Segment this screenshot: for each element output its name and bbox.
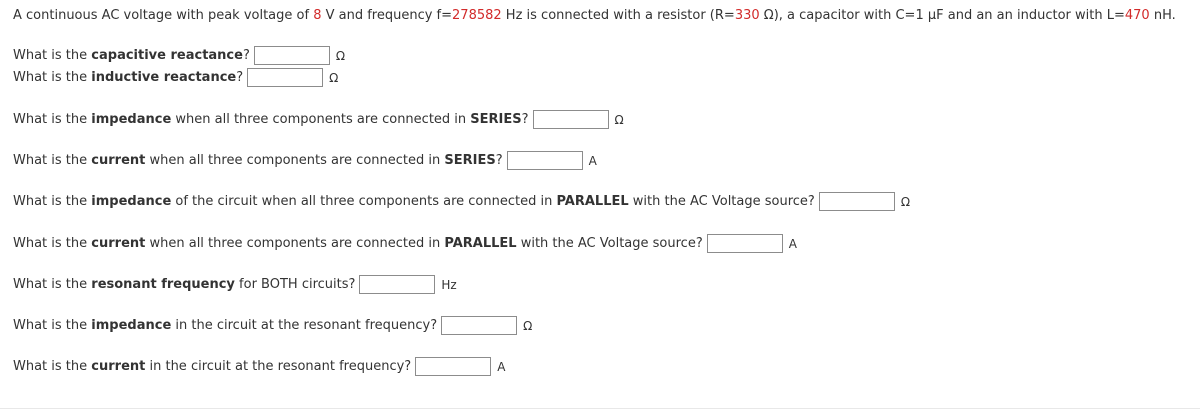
question-text: What is the bbox=[13, 358, 92, 374]
question-text: ? bbox=[495, 152, 503, 168]
question-resonant-impedance bbox=[13, 316, 532, 335]
inductive-reactance-input[interactable] bbox=[247, 68, 323, 87]
question-text: What is the bbox=[13, 69, 92, 85]
resonant-frequency-input[interactable] bbox=[359, 275, 435, 294]
question-keyword: inductive reactance bbox=[91, 69, 237, 85]
question-parallel-current bbox=[13, 234, 797, 253]
unit-label: Ω bbox=[329, 70, 339, 85]
series-current-input[interactable] bbox=[507, 151, 583, 170]
question-keyword: impedance bbox=[91, 317, 172, 333]
intro-text-5: μF and an an inductor with L= bbox=[923, 8, 1125, 23]
question-keyword: impedance bbox=[91, 111, 172, 127]
unit-label: Ω bbox=[614, 112, 624, 127]
question-text: when all three components are connected in bbox=[171, 111, 471, 127]
question-keyword: capacitive reactance bbox=[91, 47, 243, 63]
question-keyword: current bbox=[91, 235, 146, 251]
question-text: ? bbox=[236, 69, 244, 85]
question-resonant-frequency bbox=[13, 275, 457, 294]
question-text: with the AC Voltage source? bbox=[628, 193, 815, 209]
parallel-impedance-input[interactable] bbox=[819, 192, 895, 211]
series-impedance-input[interactable] bbox=[533, 110, 609, 129]
resistance-value: 330 bbox=[734, 8, 760, 23]
problem-statement bbox=[13, 8, 1176, 24]
question-capacitive-reactance bbox=[13, 46, 345, 65]
unit-label: Hz bbox=[441, 277, 457, 292]
resonant-impedance-input[interactable] bbox=[441, 316, 517, 335]
intro-text-4: Ω), a capacitor with C= bbox=[759, 8, 916, 23]
resonant-current-input[interactable] bbox=[415, 357, 491, 376]
question-text: ? bbox=[242, 47, 250, 63]
question-series-impedance bbox=[13, 110, 624, 129]
question-text: of the circuit when all three components are connected in bbox=[171, 193, 557, 209]
question-keyword: PARALLEL bbox=[556, 193, 629, 209]
question-text: when all three components are connected in bbox=[145, 152, 445, 168]
unit-label: Ω bbox=[523, 318, 533, 333]
intro-text-6: nH. bbox=[1149, 8, 1176, 23]
unit-label: Ω bbox=[335, 48, 346, 63]
intro-text-3: Hz is connected with a resistor (R= bbox=[501, 8, 735, 23]
question-inductive-reactance bbox=[13, 68, 338, 87]
question-keyword: SERIES bbox=[470, 111, 522, 127]
parallel-current-input[interactable] bbox=[707, 234, 783, 253]
voltage-value: 8 bbox=[313, 8, 322, 23]
question-resonant-current bbox=[13, 357, 505, 376]
question-text: What is the bbox=[13, 111, 92, 127]
question-text: What is the bbox=[13, 193, 92, 209]
question-keyword: current bbox=[91, 358, 146, 374]
question-text: with the AC Voltage source? bbox=[516, 235, 703, 251]
question-text: in the circuit at the resonant frequency? bbox=[171, 317, 438, 333]
inductance-value: 470 bbox=[1124, 8, 1150, 23]
unit-label: A bbox=[788, 236, 797, 251]
question-text: What is the bbox=[13, 317, 92, 333]
question-series-current bbox=[13, 151, 597, 170]
question-text: in the circuit at the resonant frequency? bbox=[145, 358, 412, 374]
question-text: What is the bbox=[13, 47, 92, 63]
question-keyword: SERIES bbox=[444, 152, 496, 168]
question-text: What is the bbox=[13, 152, 92, 168]
question-text: when all three components are connected in bbox=[145, 235, 445, 251]
question-text: What is the bbox=[13, 235, 92, 251]
question-parallel-impedance bbox=[13, 192, 910, 211]
question-keyword: resonant frequency bbox=[91, 276, 235, 292]
bottom-divider bbox=[0, 408, 1200, 409]
frequency-value: 278582 bbox=[452, 8, 502, 23]
unit-label: A bbox=[588, 153, 597, 168]
question-keyword: impedance bbox=[91, 193, 172, 209]
question-text: What is the bbox=[13, 276, 92, 292]
capacitance-value: 1 bbox=[915, 8, 924, 23]
question-keyword: PARALLEL bbox=[444, 235, 517, 251]
unit-label: A bbox=[497, 359, 506, 374]
capacitive-reactance-input[interactable] bbox=[254, 46, 330, 65]
question-keyword: current bbox=[91, 152, 146, 168]
intro-text-1: A continuous AC voltage with peak voltage of bbox=[13, 8, 314, 23]
intro-text-2: V and frequency f= bbox=[321, 8, 453, 23]
question-text: ? bbox=[521, 111, 529, 127]
unit-label: Ω bbox=[900, 194, 910, 209]
question-text: for BOTH circuits? bbox=[234, 276, 356, 292]
